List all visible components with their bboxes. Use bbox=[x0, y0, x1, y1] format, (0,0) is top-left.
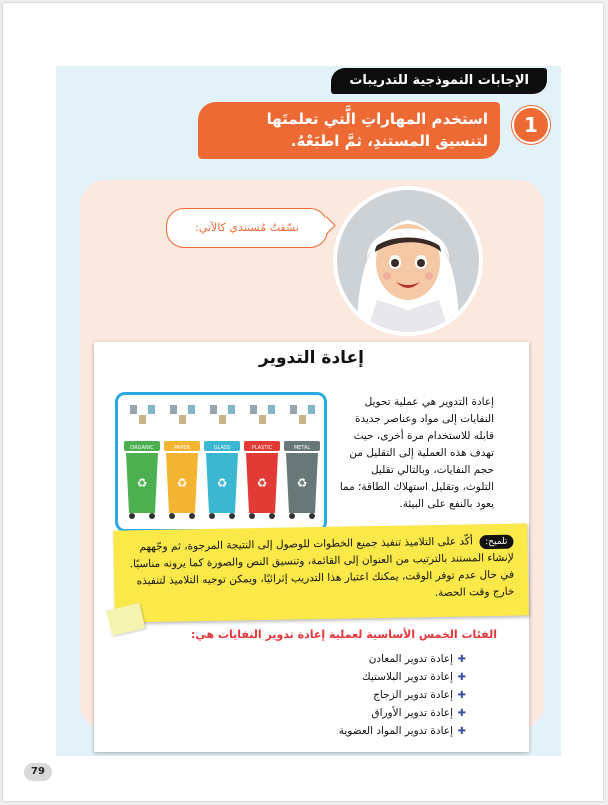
document-paragraph: إعادة التدوير هي عملية تحويل النفايات إلى مواد وعناصر جديدة قابله للاستخدام مرة أخرى، حيث تهدف هذه العملية إلى التقليل من حجم النفايات، وبالتالي تقليل التلوث، وتقليل استهلاك الطاقة؛ مما يعود بالنفع على البيئة. bbox=[339, 396, 494, 510]
trash-item-icon bbox=[210, 405, 217, 414]
recycle-icon: ♻ bbox=[136, 476, 148, 490]
student-avatar bbox=[333, 186, 483, 336]
list-item-label: إعادة تدوير الأوراق bbox=[371, 707, 453, 719]
list-item bbox=[339, 704, 466, 722]
list-item bbox=[339, 686, 466, 704]
document-title: إعادة التدوير bbox=[259, 348, 364, 368]
bin-label: PAPER bbox=[174, 445, 190, 451]
list-item-label: إعادة تدوير البلاستيك bbox=[362, 671, 453, 683]
recycling-document bbox=[94, 342, 529, 752]
trash-item-icon bbox=[250, 405, 257, 414]
recycle-icon: ♻ bbox=[256, 476, 268, 490]
bins-illustration bbox=[118, 395, 324, 529]
task-number-badge: 1 bbox=[512, 106, 550, 144]
trash-item-icon bbox=[130, 405, 137, 414]
bullet-icon: ✚ bbox=[457, 654, 466, 665]
bin-label: PLASTIC bbox=[251, 445, 273, 451]
categories-heading: الفئات الخمس الأساسية لعملية إعادة تدوير النفايات هي: bbox=[190, 628, 497, 641]
trash-item-icon bbox=[139, 415, 146, 424]
list-item-label: إعادة تدوير المعادن bbox=[368, 653, 453, 665]
bin-label: ORGANIC bbox=[130, 445, 154, 451]
hint-text: أكّد على التلاميذ تنفيذ جميع الخطوات للوصول إلى النتيجة المرجوة، ثم وجّههم لإنشاء المستند بالترتيب من العنوان إلى القائمة، وتنسيق النص والصورة كما يرونه مناسبًا. في حال عدم توفر الوقت، يمكنك اعتبار هذا التدريب إثرائيًا، ويمكن توجيه التلاميذ لتنفيذه خارج وقت الحصة. bbox=[129, 535, 515, 600]
wheel-icon bbox=[269, 513, 275, 519]
list-item-label: إعادة تدوير المواد العضوية bbox=[338, 725, 453, 737]
bin-label: GLASS bbox=[213, 445, 231, 451]
list-item-label: إعادة تدوير الزجاج bbox=[373, 689, 453, 701]
list-item bbox=[339, 650, 466, 668]
recycling-bin bbox=[204, 405, 240, 519]
wheel-icon bbox=[209, 513, 215, 519]
hint-note bbox=[113, 523, 529, 622]
list-item bbox=[339, 722, 466, 740]
wheel-icon bbox=[289, 513, 295, 519]
recycle-icon: ♻ bbox=[296, 476, 308, 490]
recycling-bin bbox=[244, 405, 280, 519]
recycle-icon: ♻ bbox=[216, 476, 228, 490]
bullet-icon: ✚ bbox=[457, 708, 466, 719]
recycling-bins-image bbox=[115, 392, 327, 532]
page-number: 79 bbox=[24, 763, 52, 781]
bullet-icon: ✚ bbox=[457, 690, 466, 701]
wheel-icon bbox=[249, 513, 255, 519]
trash-item-icon bbox=[308, 405, 315, 414]
bullet-icon: ✚ bbox=[457, 726, 466, 737]
trash-item-icon bbox=[268, 405, 275, 414]
wheel-icon bbox=[229, 513, 235, 519]
section-banner: الإجابات النموذجية للتدريبات bbox=[331, 68, 547, 94]
wheel-icon bbox=[169, 513, 175, 519]
task-instruction: استخدم المهاراتِ الَّتي تعلمتَها لتنسيق المستندِ، ثمَّ اطبَعْهُ. bbox=[198, 102, 500, 159]
list-item bbox=[339, 668, 466, 686]
bullet-icon: ✚ bbox=[457, 672, 466, 683]
bin-label: METAL bbox=[293, 445, 311, 451]
recycling-bin bbox=[124, 405, 160, 519]
wheel-icon bbox=[189, 513, 195, 519]
trash-item-icon bbox=[290, 405, 297, 414]
speech-bubble: نسّقتُ مُستندي كالآتي: bbox=[166, 208, 328, 248]
recycling-bin bbox=[284, 405, 320, 519]
trash-item-icon bbox=[228, 405, 235, 414]
girl-illustration bbox=[337, 190, 479, 332]
wheel-icon bbox=[129, 513, 135, 519]
hint-tag: تلميح: bbox=[479, 535, 513, 550]
note-fold bbox=[106, 603, 145, 636]
recycling-bin bbox=[164, 405, 200, 519]
trash-item-icon bbox=[299, 415, 306, 424]
trash-item-icon bbox=[188, 405, 195, 414]
recycle-icon: ♻ bbox=[176, 476, 188, 490]
trash-item-icon bbox=[219, 415, 226, 424]
page bbox=[3, 3, 603, 801]
trash-item-icon bbox=[148, 405, 155, 414]
categories-list bbox=[339, 650, 466, 740]
trash-item-icon bbox=[259, 415, 266, 424]
trash-item-icon bbox=[179, 415, 186, 424]
wheel-icon bbox=[149, 513, 155, 519]
trash-item-icon bbox=[170, 405, 177, 414]
wheel-icon bbox=[309, 513, 315, 519]
